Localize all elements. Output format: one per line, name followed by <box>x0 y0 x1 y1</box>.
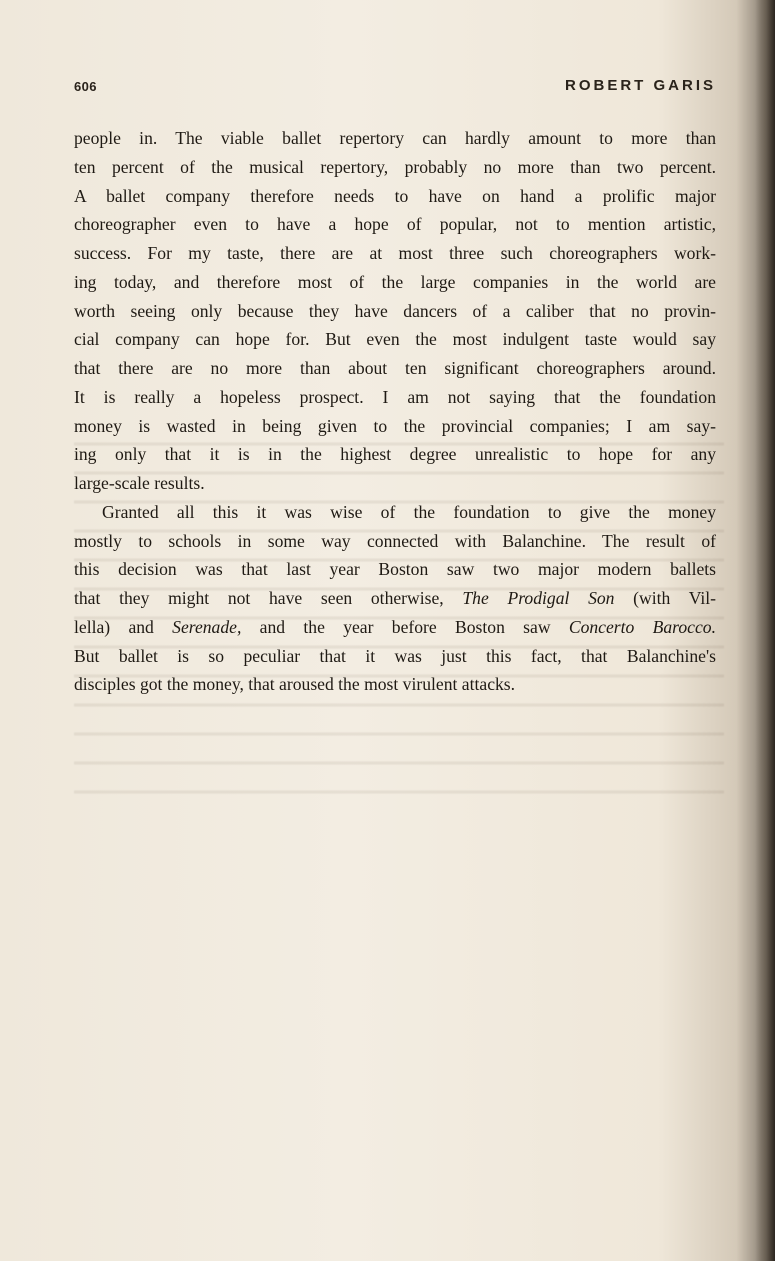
text-line: But ballet is so peculiar that it was just this fact, that Balanchine's <box>74 645 716 666</box>
text-line: disciples got the money, that aroused the most virulent attacks. <box>74 674 516 695</box>
ballet-title-concerto-barocco: Concerto Barocco. <box>568 616 716 637</box>
text-line: A ballet company therefore needs to have on hand a prolific major <box>74 185 716 206</box>
text-line: large-scale results. <box>74 473 205 493</box>
text-line: success. For my taste, there are at most three such choreographers work- <box>74 243 716 263</box>
text-line: It is really a hopeless prospect. I am not saying that the foundation <box>74 386 716 407</box>
text-line: this decision was that last year Boston saw two major modern ballets <box>74 559 716 580</box>
text-line: worth seeing only because they have dancers of a caliber that no provin- <box>74 300 716 321</box>
text-segment: and the year before Boston saw <box>241 616 569 637</box>
page-number: 606 <box>74 79 97 94</box>
text-segment: that they might not have seen otherwise, <box>74 588 463 608</box>
paragraph-2 <box>74 498 716 699</box>
text-line <box>74 584 716 613</box>
ballet-title-serenade: Serenade, <box>172 616 242 637</box>
page-edge-shadow <box>755 0 775 1261</box>
text-line: people in. The viable ballet repertory can hardly amount to more than <box>74 128 716 148</box>
text-line: Granted all this it was wise of the foundation to give the money <box>102 501 716 522</box>
paragraph-1 <box>74 124 716 498</box>
text-line: cial company can hope for. But even the most indulgent taste would say <box>74 329 716 350</box>
text-line: mostly to schools in some way connected with Balanchine. The result of <box>74 530 716 551</box>
text-line: choreographer even to have a hope of popular, not to mention artistic, <box>74 214 716 235</box>
text-line: ing today, and therefore most of the large companies in the world are <box>74 271 716 292</box>
text-segment: (with Vil- <box>614 588 716 608</box>
text-line: ing only that it is in the highest degree unrealistic to hope for any <box>74 444 716 465</box>
text-segment: lella) and <box>74 616 173 637</box>
text-line: money is wasted in being given to the provincial companies; I am say- <box>74 415 716 436</box>
text-line: ten percent of the musical repertory, probably no more than two percent. <box>74 156 716 177</box>
running-head-author: ROBERT GARIS <box>564 77 716 94</box>
ballet-title-prodigal-son: The Prodigal Son <box>462 588 615 608</box>
text-line: that there are no more than about ten significant choreographers around. <box>74 358 716 378</box>
text-line <box>74 613 716 642</box>
body-text <box>74 124 716 699</box>
page-header <box>74 77 716 101</box>
